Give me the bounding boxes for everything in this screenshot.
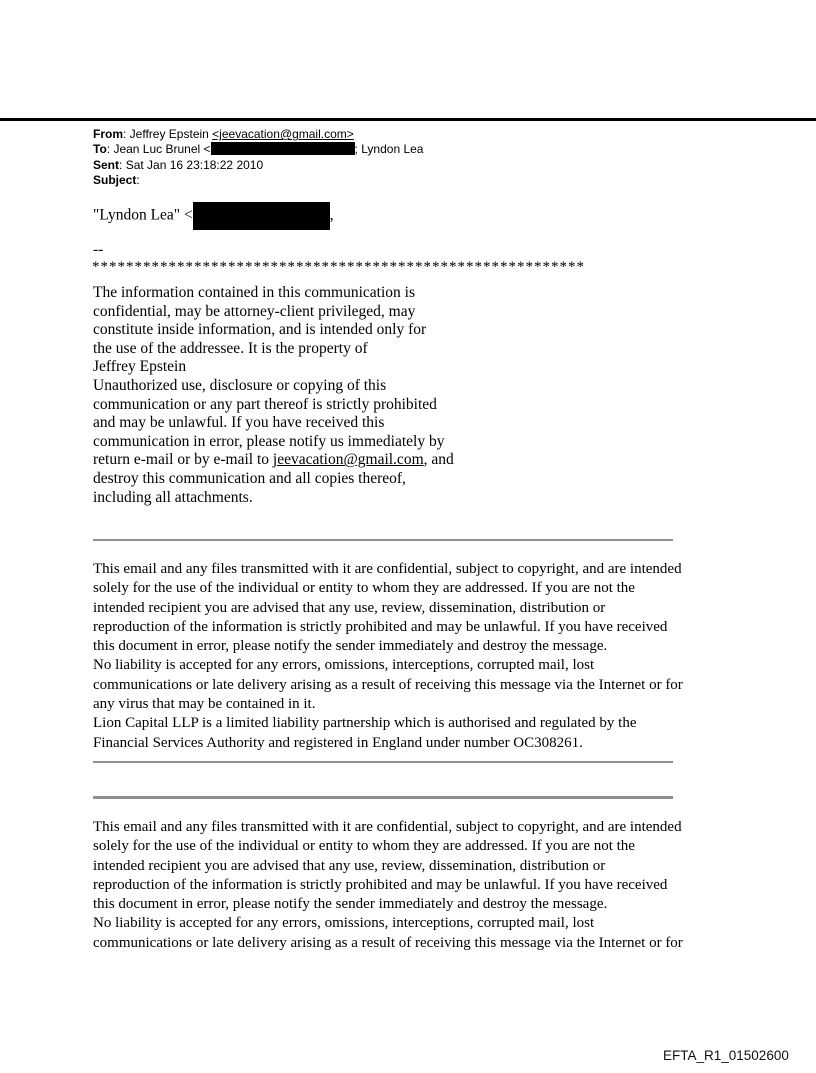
- header-sent-row: [93, 158, 423, 173]
- notice-link-suffix: , and: [423, 451, 454, 469]
- email-header: [93, 127, 423, 189]
- disclaimer-line: solely for the use of the individual or entity to whom they are addressed. If you are not the: [93, 838, 635, 855]
- disclaimer-line: this document in error, please notify the sender immediately and destroy the message.: [93, 638, 608, 655]
- from-name: Jeffrey Epstein: [129, 127, 213, 141]
- from-label: From: [93, 127, 123, 141]
- lion-capital-disclaimer: [93, 560, 683, 753]
- sent-value: Sat Jan 16 23:18:22 2010: [125, 157, 264, 172]
- separator-rule: [93, 796, 673, 799]
- notice-link-prefix: return e-mail or by e-mail to: [93, 451, 273, 469]
- disclaimer-line: any virus that may be contained in it.: [93, 696, 316, 713]
- salutation-line: [93, 202, 334, 230]
- notice-line: including all attachments.: [93, 488, 253, 506]
- to-name-suffix: ; Lyndon Lea: [354, 142, 424, 157]
- page-top-border: [0, 118, 816, 121]
- disclaimer-line: communications or late delivery arising as a result of receiving this message via the Internet or for: [93, 934, 683, 951]
- to-label: To: [93, 142, 107, 157]
- disclaimer-line: No liability is accepted for any errors, omissions, interceptions, corrupted mail, lost: [93, 657, 595, 674]
- subject-separator: :: [136, 173, 140, 188]
- to-separator: :: [106, 142, 114, 157]
- disclaimer-line: reproduction of the information is strictly prohibited and may be unlawful. If you have received: [93, 618, 668, 635]
- notice-link-line: [93, 451, 454, 470]
- disclaimer-line: Lion Capital LLP is a limited liability partnership which is authorised and regulated by the: [93, 715, 637, 732]
- from-email-link[interactable]: <jeevacation@gmail.com>: [212, 127, 354, 141]
- header-subject-row: [93, 173, 423, 188]
- separator-rule: [93, 761, 673, 763]
- subject-label: Subject: [93, 173, 137, 188]
- signature-delimiter: --: [93, 241, 104, 258]
- sent-separator: :: [119, 157, 126, 172]
- salutation-prefix: "Lyndon Lea" <: [93, 206, 193, 224]
- sent-label: Sent: [93, 157, 120, 172]
- disclaimer-line: intended recipient you are advised that any use, review, dissemination, distribution or: [93, 857, 606, 874]
- notice-line: confidential, may be attorney-client privileged, may: [93, 302, 416, 320]
- from-separator: :: [123, 127, 130, 141]
- lion-capital-disclaimer-repeat: [93, 818, 683, 953]
- header-to-row: [93, 142, 423, 157]
- notice-line: and may be unlawful. If you have received this: [93, 414, 385, 432]
- to-name-prefix: Jean Luc Brunel <: [113, 142, 211, 157]
- notice-line: destroy this communication and all copies thereof,: [93, 469, 406, 487]
- disclaimer-line: solely for the use of the individual or entity to whom they are addressed. If you are not the: [93, 580, 635, 597]
- bates-number: EFTA_R1_01502600: [663, 1048, 789, 1063]
- notice-line: communication or any part thereof is strictly prohibited: [93, 395, 437, 413]
- separator-rule: [93, 539, 673, 541]
- salutation-suffix: ,: [329, 206, 334, 224]
- redaction-box: [211, 142, 355, 155]
- disclaimer-line: intended recipient you are advised that any use, review, dissemination, distribution or: [93, 599, 606, 616]
- disclaimer-line: This email and any files transmitted with it are confidential, subject to copyright, and are intended: [93, 819, 682, 835]
- notice-line: Jeffrey Epstein: [93, 358, 187, 376]
- header-from-row: [93, 127, 423, 142]
- disclaimer-line: Financial Services Authority and registered in England under number OC308261.: [93, 734, 583, 751]
- notice-line: constitute inside information, and is intended only for: [93, 321, 427, 339]
- email-link[interactable]: jeevacation@gmail.com: [272, 451, 424, 469]
- asterisk-divider: **********************************************************: [92, 259, 585, 275]
- notice-line: The information contained in this communication is: [93, 284, 415, 301]
- confidentiality-notice: [93, 284, 454, 507]
- notice-line: Unauthorized use, disclosure or copying of this: [93, 376, 387, 394]
- notice-line: the use of the addressee. It is the property of: [93, 339, 368, 357]
- notice-line: communication in error, please notify us immediately by: [93, 432, 445, 450]
- disclaimer-line: communications or late delivery arising as a result of receiving this message via the Internet or for: [93, 676, 683, 693]
- disclaimer-line: reproduction of the information is strictly prohibited and may be unlawful. If you have received: [93, 876, 668, 893]
- disclaimer-line: This email and any files transmitted with it are confidential, subject to copyright, and are intended: [93, 561, 682, 577]
- disclaimer-line: this document in error, please notify the sender immediately and destroy the message.: [93, 896, 608, 913]
- redaction-box: [193, 202, 330, 230]
- disclaimer-line: No liability is accepted for any errors, omissions, interceptions, corrupted mail, lost: [93, 915, 595, 932]
